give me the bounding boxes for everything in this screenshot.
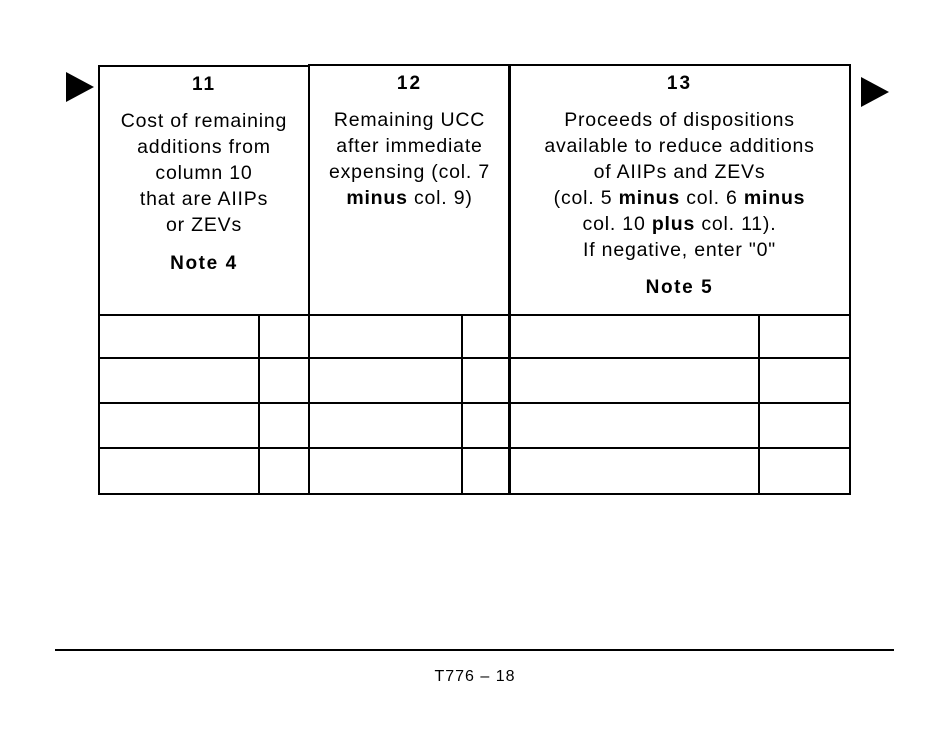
column-number: 12 xyxy=(396,73,423,94)
column-12-header xyxy=(310,66,509,316)
cents-input[interactable] xyxy=(758,449,849,494)
amount-input[interactable] xyxy=(100,314,260,357)
table-row xyxy=(100,359,308,404)
column-number: 13 xyxy=(666,73,693,94)
cents-input[interactable] xyxy=(258,404,308,447)
column-13 xyxy=(508,64,851,495)
column-11 xyxy=(98,65,310,495)
column-11-header xyxy=(100,67,308,316)
table-row xyxy=(510,359,849,404)
table-row xyxy=(310,449,509,494)
cents-input[interactable] xyxy=(461,404,509,447)
amount-input[interactable] xyxy=(510,404,760,447)
footer-divider xyxy=(55,649,894,651)
cents-input[interactable] xyxy=(258,359,308,402)
table-row xyxy=(310,404,509,449)
column-description: Cost of remaining additions from column 10 that are AIIPs or ZEVs xyxy=(120,110,288,236)
amount-input[interactable] xyxy=(100,449,260,494)
amount-input[interactable] xyxy=(310,314,463,357)
column-description: Proceeds of dispositions available to reduce additions of AIIPs and ZEVs (col. 5 minus col. 6 minus col. 10 plus col. 11). If negative, enter "0" xyxy=(544,109,815,261)
table-row xyxy=(510,404,849,449)
cents-input[interactable] xyxy=(258,449,308,494)
table-row xyxy=(510,449,849,494)
cents-input[interactable] xyxy=(461,449,509,494)
amount-input[interactable] xyxy=(310,404,463,447)
amount-input[interactable] xyxy=(510,359,760,402)
amount-input[interactable] xyxy=(100,359,260,402)
column-12-entries xyxy=(310,314,509,493)
page-label: T776 – 18 xyxy=(434,668,516,685)
table-row xyxy=(100,314,308,359)
column-13-entries xyxy=(510,314,849,493)
column-13-header xyxy=(510,66,849,316)
table-row xyxy=(100,404,308,449)
column-description: Remaining UCC after immediate expensing (col. 7 minus col. 9) xyxy=(328,109,491,209)
amount-input[interactable] xyxy=(510,314,760,357)
cents-input[interactable] xyxy=(461,359,509,402)
column-note: Note 4 xyxy=(170,253,238,274)
continue-arrow-left xyxy=(66,72,94,102)
column-11-entries xyxy=(100,314,308,493)
cents-input[interactable] xyxy=(461,314,509,357)
amount-input[interactable] xyxy=(510,449,760,494)
column-12 xyxy=(308,64,511,495)
table-row xyxy=(510,314,849,359)
cents-input[interactable] xyxy=(758,314,849,357)
amount-input[interactable] xyxy=(310,359,463,402)
cents-input[interactable] xyxy=(758,404,849,447)
amount-input[interactable] xyxy=(310,449,463,494)
table-row xyxy=(100,449,308,494)
amount-input[interactable] xyxy=(100,404,260,447)
column-note: Note 5 xyxy=(645,277,714,298)
column-number: 11 xyxy=(191,74,217,95)
cents-input[interactable] xyxy=(258,314,308,357)
table-row xyxy=(310,359,509,404)
continue-arrow-right xyxy=(861,77,889,107)
cents-input[interactable] xyxy=(758,359,849,402)
table-row xyxy=(310,314,509,359)
